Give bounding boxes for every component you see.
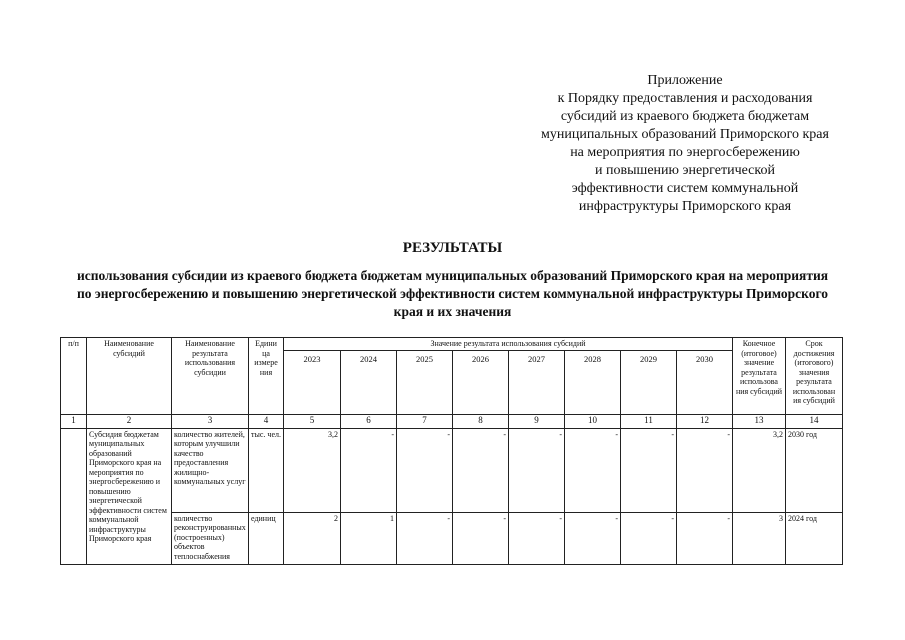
value-cell: -: [621, 512, 677, 564]
header-year: 2023: [284, 350, 341, 414]
column-number: 2: [87, 414, 172, 428]
column-number: 6: [341, 414, 397, 428]
header-year: 2024: [341, 350, 397, 414]
result-name-cell: количество жителей, которым улучшили качество предоставления жилищно-коммунальных услуг: [172, 428, 249, 512]
value-cell: -: [453, 512, 509, 564]
value-cell: 1: [341, 512, 397, 564]
appendix-line: к Порядку предоставления и расходования: [557, 91, 813, 106]
value-cell: -: [621, 428, 677, 512]
table-row: [61, 512, 843, 564]
column-number: 13: [733, 414, 786, 428]
value-cell: -: [341, 428, 397, 512]
column-number: 9: [509, 414, 565, 428]
value-cell: -: [509, 428, 565, 512]
value-cell: 2: [284, 512, 341, 564]
appendix-block: [520, 72, 850, 216]
column-number: 7: [397, 414, 453, 428]
final-value-cell: 3: [733, 512, 786, 564]
header-unit: Едини ца измере ния: [249, 338, 284, 415]
unit-cell: единиц: [249, 512, 284, 564]
column-number: 12: [677, 414, 733, 428]
column-number: 8: [453, 414, 509, 428]
value-cell: -: [677, 512, 733, 564]
value-cell: -: [453, 428, 509, 512]
subsidy-name-cell: Субсидия бюджетам муниципальных образований Приморского края на мероприятия по энергосбережению и повышению энергетической эффективности систем коммунальной инфраструктуры Приморского края: [87, 428, 172, 564]
deadline-cell: 2030 год: [786, 428, 843, 512]
column-number: 3: [172, 414, 249, 428]
document-subtitle: использования субсидии из краевого бюджета бюджетам муниципальных образований Приморского края на мероприятия по энергосбережению и повышению энергетической эффективности систем коммунальной инфраструктуры Приморского края и их значения: [76, 268, 829, 319]
header-num: п/п: [61, 338, 87, 415]
header-deadline: Срок достижения (итогового) значения результата использован ия субсидий: [786, 338, 843, 415]
results-table: [60, 337, 843, 565]
value-cell: -: [565, 512, 621, 564]
header-values-group: Значение результата использования субсидий: [284, 338, 733, 351]
column-number: 5: [284, 414, 341, 428]
appendix-line: муниципальных образований Приморского края: [541, 127, 829, 142]
header-subsidy-name: Наименование субсидий: [87, 338, 172, 415]
appendix-line: эффективности систем коммунальной: [571, 181, 799, 196]
header-year: 2029: [621, 350, 677, 414]
unit-cell: тыс. чел.: [249, 428, 284, 512]
row-number-cell: [61, 428, 87, 564]
header-result-name: Наименование результата использования субсидии: [172, 338, 249, 415]
value-cell: -: [677, 428, 733, 512]
header-year: 2027: [509, 350, 565, 414]
deadline-cell: 2024 год: [786, 512, 843, 564]
value-cell: -: [397, 428, 453, 512]
header-final-value: Конечное (итоговое) значение результата использова ния субсидий: [733, 338, 786, 415]
header-year: 2030: [677, 350, 733, 414]
value-cell: -: [397, 512, 453, 564]
appendix-line: субсидий из краевого бюджета бюджетам: [560, 109, 810, 124]
document-title: РЕЗУЛЬТАТЫ: [402, 240, 503, 256]
column-number: 1: [61, 414, 87, 428]
appendix-line: и повышению энергетической: [595, 163, 775, 178]
value-cell: -: [565, 428, 621, 512]
result-name-cell: количество реконструированных (построенных) объектов теплоснабжения: [172, 512, 249, 564]
column-number-row: [61, 414, 843, 428]
column-number: 11: [621, 414, 677, 428]
column-number: 10: [565, 414, 621, 428]
header-year: 2028: [565, 350, 621, 414]
final-value-cell: 3,2: [733, 428, 786, 512]
appendix-line: инфраструктуры Приморского края: [578, 199, 792, 214]
header-year: 2026: [453, 350, 509, 414]
header-year: 2025: [397, 350, 453, 414]
table-row: [61, 428, 843, 512]
appendix-line: Приложение: [647, 73, 723, 88]
appendix-line: на мероприятия по энергосбережению: [570, 145, 800, 160]
column-number: 4: [249, 414, 284, 428]
value-cell: -: [509, 512, 565, 564]
value-cell: 3,2: [284, 428, 341, 512]
column-number: 14: [786, 414, 843, 428]
